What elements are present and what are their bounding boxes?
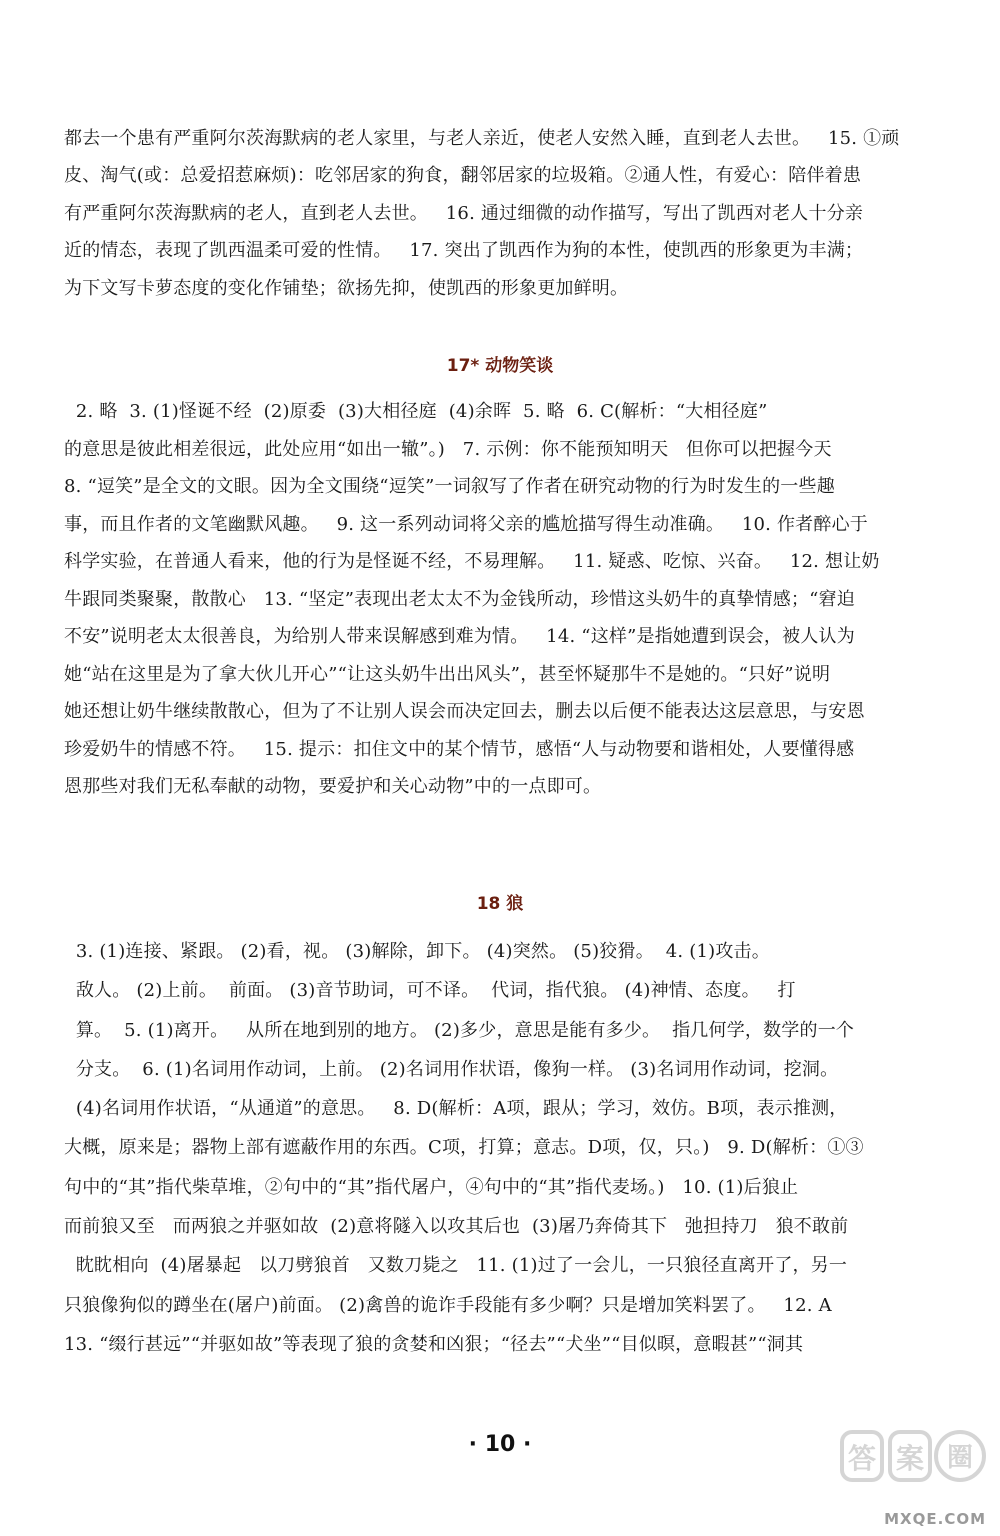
text-line: 皮、淘气(或：总爱招惹麻烦)：吃邻居家的狗食，翻邻居家的垃圾箱。②通人性，有爱心：陪伴着患 [64,165,862,187]
section-18-answers [64,932,930,1364]
svg-text:圈: 圈 [946,1443,974,1473]
section-18-title: 18 狼 [476,894,524,914]
text-line: 敌人。 (2)上前。 前面。 (3)音节助词，可不译。 代词，指代狼。 (4)神情、态度。 打 [64,980,796,1002]
text-line: 而前狼又至 而两狼之并驱如故 (2)意将隧入以攻其后也 (3)屠乃奔倚其下 弛担持刀 狼不敢前 [64,1216,849,1238]
text-line: 算。 5. (1)离开。 从所在地到别的地方。 (2)多少，意思是能有多少。 指几何学，数学的一个 [64,1019,855,1041]
text-line: 句中的“其”指代柴草堆，②句中的“其”指代屠户，④句中的“其”指代麦场。) 10. (1)后狼止 [64,1176,799,1198]
text-line: 近的情态，表现了凯西温柔可爱的性情。 17. 突出了凯西作为狗的本性，使凯西的形象更为丰满； [64,240,864,262]
section-17-answers [64,393,930,806]
text-line: (4)名词用作状语，“从通道”的意思。 8. D(解析：A项，跟从；学习，效仿。B项，表示推测， [64,1098,848,1120]
text-line: 13. “缀行甚远”“并驱如故”等表现了狼的贪婪和凶狠；“径去”“犬坐”“目似暝，意暇甚”“洞其 [64,1333,804,1355]
text-line: 分支。 6. (1)名词用作动词，上前。 (2)名词用作状语，像狗一样。 (3)名词用作动词，挖洞。 [64,1058,839,1080]
text-line: 的意思是彼此相差很远，此处应用“如出一辙”。) 7. 示例：你不能预知明天 但你可以把握今天 [64,438,832,460]
text-line: 都去一个患有严重阿尔茨海默病的老人家里，与老人亲近，使老人安然入睡，直到老人去世。 15. ①顽 [64,128,900,149]
text-line: 8. “逗笑”是全文的文眼。因为全文围绕“逗笑”一词叙写了作者在研究动物的行为时发生的一些趣 [64,476,835,497]
watermark-text: MXQE.COM [884,1510,986,1528]
text-line: 有严重阿尔茨海默病的老人，直到老人去世。 16. 通过细微的动作描写，写出了凯西对老人十分亲 [64,202,864,224]
text-line: 恩那些对我们无私奉献的动物，要爱护和关心动物”中的一点即可。 [64,776,602,797]
text-line: 大概，原来是；器物上部有遮蔽作用的东西。C项，打算；意志。D项，仅，只。) 9. D(解析：①③ [64,1137,864,1159]
text-line: 为下文写卡萝态度的变化作铺垫；欲扬先抑，使凯西的形象更加鲜明。 [64,277,629,299]
text-line: 牛跟同类聚聚，散散心 13. “坚定”表现出老太太不为金钱所动，珍惜这头奶牛的真挚情感；“窘迫 [64,588,855,610]
text-line: 3. (1)连接、紧跟。 (2)看，视。 (3)解除，卸下。 (4)突然。 (5)狡猾。 4. (1)攻击。 [64,941,770,962]
text-line: 眈眈相向 (4)屠暴起 以刀劈狼首 又数刀毙之 11. (1)过了一会儿，一只狼径直离开了，另一 [64,1255,848,1277]
text-line: 珍爱奶牛的情感不符。 15. 提示：扣住文中的某个情节，感悟“人与动物要和谐相处，人要懂得感 [64,738,855,760]
text-line: 不安”说明老太太很善良，为给别人带来误解感到难为情。 14. “这样”是指她遭到误会，被人认为 [64,626,855,647]
text-line: 事，而且作者的文笔幽默风趣。 9. 这一系列动词将父亲的尴尬描写得生动准确。 10. 作者醉心于 [64,513,868,535]
text-line: 她“站在这里是为了拿大伙儿开心”“让这头奶牛出出风头”，甚至怀疑那牛不是她的。“只好”说明 [64,663,831,685]
text-line: 2. 略 3. (1)怪诞不经 (2)原委 (3)大相径庭 (4)余晖 5. 略 6. C(解析：“大相径庭” [64,401,768,422]
text-line: 科学实验，在普通人看来，他的行为是怪诞不经，不易理解。 11. 疑惑、吃惊、兴奋。 12. 想让奶 [64,551,880,572]
text-line: 她还想让奶牛继续散散心，但为了不让别人误会而决定回去，删去以后便不能表达这层意思，与安恩 [64,701,865,722]
page-number: · 10 · [468,1432,532,1457]
svg-text:案: 案 [895,1442,925,1475]
section-17-title: 17* 动物笑谈 [446,356,554,376]
svg-text:答: 答 [847,1442,877,1475]
section-16-answers [64,120,930,307]
text-line: 只狼像狗似的蹲坐在(屠户)前面。 (2)禽兽的诡诈手段能有多少啊？只是增加笑料罢了。 12. A [64,1294,832,1316]
